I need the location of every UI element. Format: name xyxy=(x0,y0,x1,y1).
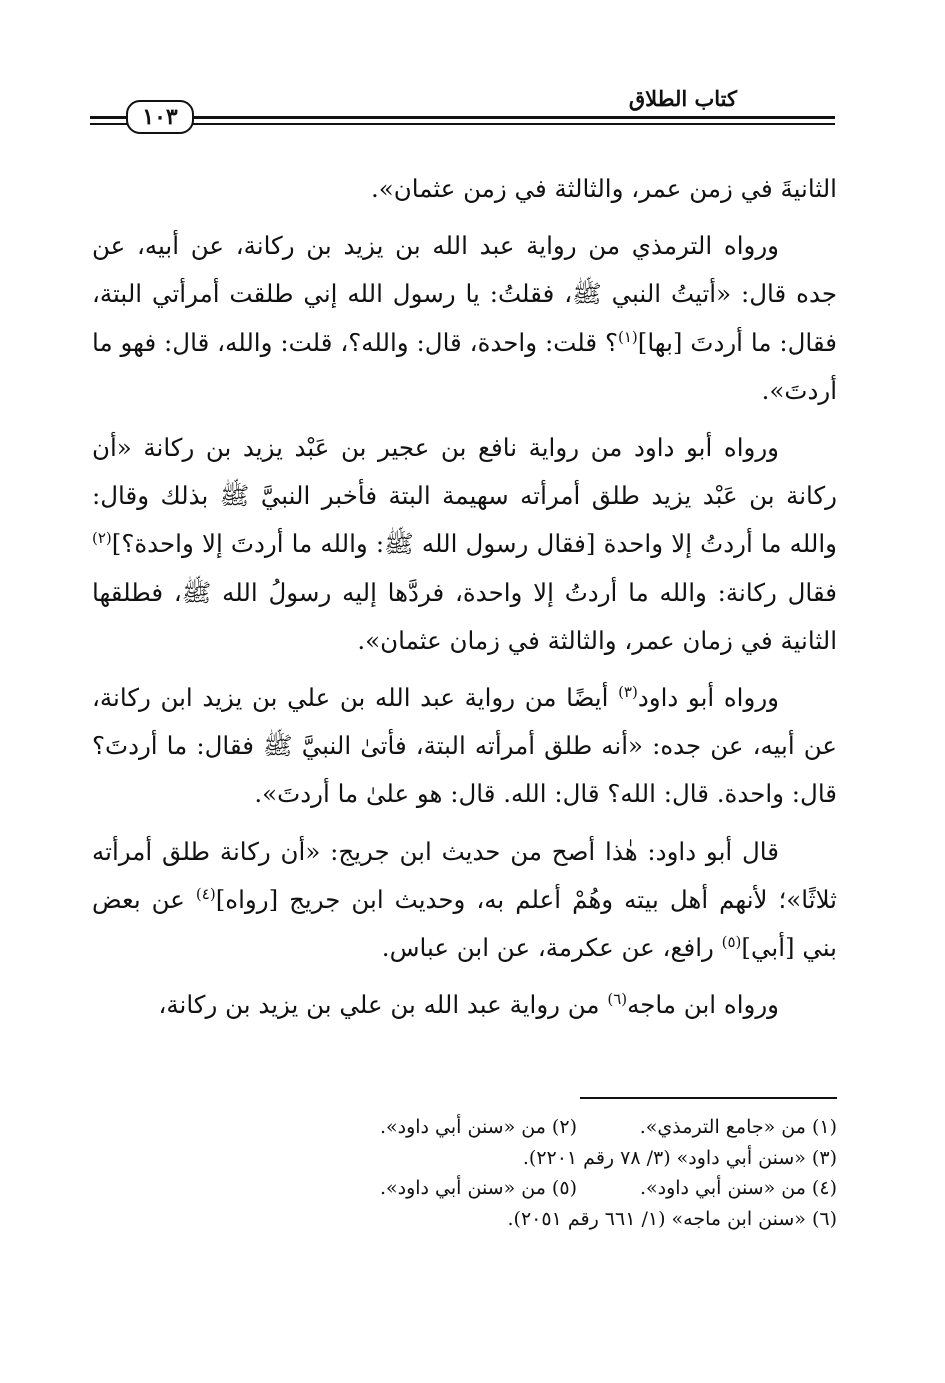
footnote-row xyxy=(92,1143,837,1174)
footnote-marker: (٦) xyxy=(607,990,628,1009)
footnote-marker: (٣) xyxy=(618,682,638,701)
paragraph-text: رافع، عن عكرمة، عن ابن عباس. xyxy=(381,933,722,963)
footnote-1: (١) من «جامع الترمذي». xyxy=(639,1116,837,1138)
paragraph-text: ؟ قلت: واحدة، قال: والله؟، قلت: والله، قال: فهو ما أردتَ». xyxy=(92,327,837,405)
paragraph xyxy=(92,165,837,213)
paragraph-text: ورواه أبو داود من رواية نافع بن عجير بن عَبْد يزيد بن ركانة «أن ركانة بن عَبْد يزيد طلق أمرأته سهيمة البتة فأخبر النبيَّ ﷺ بذلك وقال: والله ما أردتُ إلا واحدة [فقال رسول الله ﷺ: والله ما أردتَ إلا واحدة؟] xyxy=(92,433,837,559)
paragraph xyxy=(92,828,837,973)
page-header xyxy=(90,88,835,138)
footnote-6: (٦) «سنن ابن ماجه» (١/ ٦٦١ رقم ٢٠٥١). xyxy=(507,1207,837,1230)
footnote-marker: (٢) xyxy=(92,529,112,548)
footnote-3: (٣) «سنن أبي داود» (٣/ ٧٨ رقم ٢٢٠١). xyxy=(522,1146,837,1169)
footnote-marker: (٤) xyxy=(195,884,216,903)
paragraph-text: الثانيةَ في زمن عمر، والثالثة في زمن عثمان». xyxy=(370,174,837,203)
paragraph-text: ورواه أبو داود xyxy=(637,683,779,713)
paragraph xyxy=(92,424,837,665)
footnote-2: (٢) من «سنن أبي داود». xyxy=(379,1116,577,1138)
page-number: ١٠٣ xyxy=(126,100,194,134)
paragraph-text: ورواه الترمذي من رواية عبد الله بن يزيد بن ركانة، عن أبيه، عن جده قال: «أتيتُ النبي ﷺ، فقلتُ: يا رسول الله إني طلقت أمرأتي البتة، فقال: ما أردتَ [بها] xyxy=(92,231,838,357)
footnote-marker: (٥) xyxy=(721,932,742,951)
footnote-row xyxy=(92,1204,837,1235)
main-text xyxy=(92,165,837,1038)
footnote-marker: (١) xyxy=(618,327,638,346)
paragraph-text: من رواية عبد الله بن علي بن يزيد بن ركانة، xyxy=(158,990,608,1020)
chapter-title: كتاب الطلاق xyxy=(623,86,743,111)
paragraph-text: عن بعض بني [أبي] xyxy=(92,884,837,963)
header-rule-thick xyxy=(90,116,835,119)
footnote-4: (٤) من «سنن أبي داود». xyxy=(639,1177,837,1199)
footnote-5: (٥) من «سنن أبي داود». xyxy=(379,1177,577,1199)
paragraph-text: قال أبو داود: هٰذا أصح من حديث ابن جريج: «أن ركانة طلق أمرأته ثلاثًا»؛ لأنهم أهل بيته وهُمْ أعلم به، وحديث ابن جريج [رواه] xyxy=(92,836,838,914)
paragraph xyxy=(92,222,837,415)
footnote-row xyxy=(92,1112,837,1143)
footnote-separator xyxy=(580,1097,837,1099)
header-rule-thin xyxy=(90,123,835,125)
paragraph-text: ورواه ابن ماجه xyxy=(627,990,779,1020)
paragraph-text: أيضًا من رواية عبد الله بن علي بن يزيد ابن ركانة، عن أبيه، عن جده: «أنه طلق أمرأته البتة، فأتىٰ النبيَّ ﷺ فقال: ما أردتَ؟ قال: واحدة. قال: الله؟ قال: الله. قال: هو علىٰ ما أردتَ». xyxy=(92,683,837,809)
footnotes xyxy=(92,1112,837,1234)
paragraph-text: فقال ركانة: والله ما أردتُ إلا واحدة، فردَّها إليه رسولُ الله ﷺ، فطلقها الثانية في زمان عمر، والثالثة في زمان عثمان». xyxy=(92,577,837,655)
footnote-row xyxy=(92,1173,837,1204)
paragraph xyxy=(92,981,837,1029)
paragraph xyxy=(92,674,837,819)
